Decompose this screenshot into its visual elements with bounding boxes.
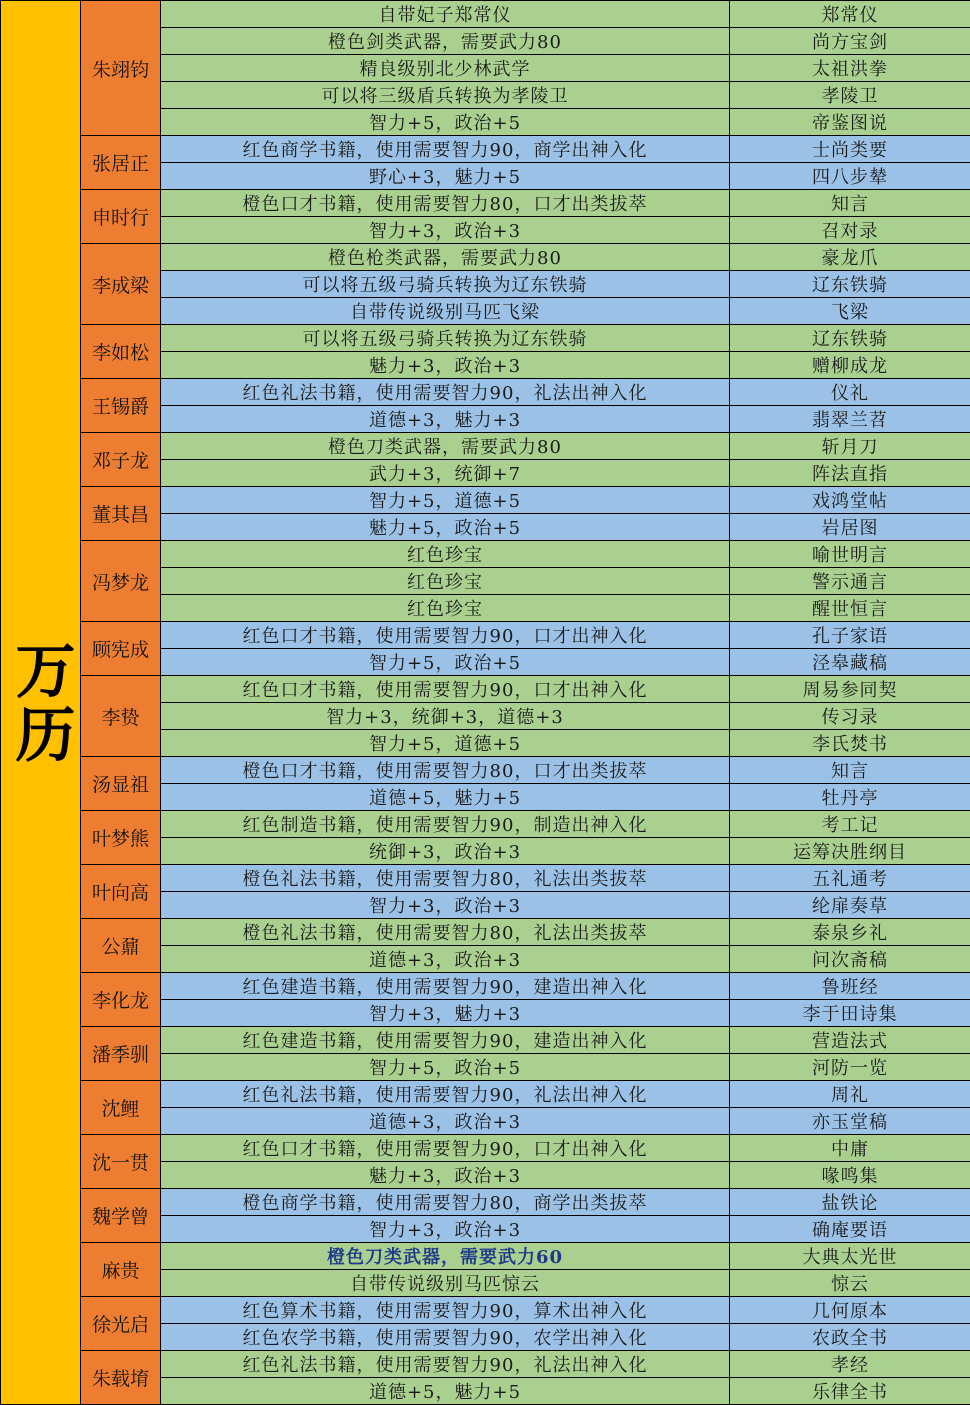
item-name-cell: 孔子家语 xyxy=(730,622,970,649)
item-name-cell: 太祖洪拳 xyxy=(730,55,970,82)
item-name-cell: 士尚类要 xyxy=(730,136,970,163)
effect-cell: 魅力+3，政治+3 xyxy=(161,1162,730,1189)
person-name: 李化龙 xyxy=(81,973,161,1027)
item-name-cell: 考工记 xyxy=(730,811,970,838)
item-name-cell: 泾皋藏稿 xyxy=(730,649,970,676)
item-name-cell: 乐律全书 xyxy=(730,1378,970,1405)
item-name-cell: 河防一览 xyxy=(730,1054,970,1081)
effect-cell: 橙色礼法书籍，使用需要智力80，礼法出类拔萃 xyxy=(161,865,730,892)
item-name-cell: 运筹决胜纲目 xyxy=(730,838,970,865)
person-name: 魏学曾 xyxy=(81,1189,161,1243)
item-name-cell: 戏鸿堂帖 xyxy=(730,487,970,514)
effect-cell: 道德+5，魅力+5 xyxy=(161,1378,730,1405)
effect-cell: 红色商学书籍，使用需要智力90，商学出神入化 xyxy=(161,136,730,163)
person-name: 公鼐 xyxy=(81,919,161,973)
effect-cell: 橙色剑类武器，需要武力80 xyxy=(161,28,730,55)
effect-cell: 精良级别北少林武学 xyxy=(161,55,730,82)
effect-cell: 橙色枪类武器，需要武力80 xyxy=(161,244,730,271)
effect-cell: 道德+3，政治+3 xyxy=(161,946,730,973)
person-name: 李贽 xyxy=(81,676,161,757)
item-name-cell: 孝经 xyxy=(730,1351,970,1378)
item-name-cell: 翡翠兰苕 xyxy=(730,406,970,433)
item-name-cell: 召对录 xyxy=(730,217,970,244)
item-name-cell: 豪龙爪 xyxy=(730,244,970,271)
effect-cell: 武力+3，统御+7 xyxy=(161,460,730,487)
person-name: 冯梦龙 xyxy=(81,541,161,622)
effect-cell: 智力+5，政治+5 xyxy=(161,1054,730,1081)
person-name: 顾宪成 xyxy=(81,622,161,676)
item-name-cell: 李氏焚书 xyxy=(730,730,970,757)
item-name-cell: 亦玉堂稿 xyxy=(730,1108,970,1135)
effect-cell: 智力+5，道德+5 xyxy=(161,487,730,514)
person-name: 李成梁 xyxy=(81,244,161,325)
item-name-cell: 飞梁 xyxy=(730,298,970,325)
item-name-cell: 营造法式 xyxy=(730,1027,970,1054)
item-name-cell: 辽东铁骑 xyxy=(730,271,970,298)
item-name-cell: 农政全书 xyxy=(730,1324,970,1351)
item-name-cell: 五礼通考 xyxy=(730,865,970,892)
effect-cell: 红色制造书籍，使用需要智力90，制造出神入化 xyxy=(161,811,730,838)
item-name-cell: 四八步辇 xyxy=(730,163,970,190)
effect-cell: 红色算术书籍，使用需要智力90，算术出神入化 xyxy=(161,1297,730,1324)
item-name-cell: 仪礼 xyxy=(730,379,970,406)
effect-cell: 智力+3，魅力+3 xyxy=(161,1000,730,1027)
person-name: 潘季驯 xyxy=(81,1027,161,1081)
item-name-cell: 警示通言 xyxy=(730,568,970,595)
effect-cell: 红色口才书籍，使用需要智力90，口才出神入化 xyxy=(161,622,730,649)
effect-cell: 红色口才书籍，使用需要智力90，口才出神入化 xyxy=(161,676,730,703)
item-name-cell: 孝陵卫 xyxy=(730,82,970,109)
person-name: 沈一贯 xyxy=(81,1135,161,1189)
item-name-cell: 李于田诗集 xyxy=(730,1000,970,1027)
item-name-cell: 几何原本 xyxy=(730,1297,970,1324)
item-name-cell: 牡丹亭 xyxy=(730,784,970,811)
effect-cell: 道德+5，魅力+5 xyxy=(161,784,730,811)
item-name-cell: 岩居图 xyxy=(730,514,970,541)
item-name-cell: 惊云 xyxy=(730,1270,970,1297)
effect-cell: 自带传说级别马匹惊云 xyxy=(161,1270,730,1297)
item-name-cell: 问次斋稿 xyxy=(730,946,970,973)
effect-cell: 野心+3，魅力+5 xyxy=(161,163,730,190)
item-name-cell: 知言 xyxy=(730,757,970,784)
item-name-cell: 周礼 xyxy=(730,1081,970,1108)
item-name-cell: 尚方宝剑 xyxy=(730,28,970,55)
item-name-cell: 斩月刀 xyxy=(730,433,970,460)
effect-cell: 红色礼法书籍，使用需要智力90，礼法出神入化 xyxy=(161,1351,730,1378)
effect-cell: 橙色刀类武器，需要武力60 xyxy=(161,1243,730,1270)
effect-cell: 橙色口才书籍，使用需要智力80，口才出类拔萃 xyxy=(161,757,730,784)
item-name-cell: 中庸 xyxy=(730,1135,970,1162)
person-name: 叶向高 xyxy=(81,865,161,919)
effect-cell: 智力+5，政治+5 xyxy=(161,649,730,676)
item-name-cell: 帝鉴图说 xyxy=(730,109,970,136)
effect-cell: 可以将三级盾兵转换为孝陵卫 xyxy=(161,82,730,109)
item-name-cell: 赠柳成龙 xyxy=(730,352,970,379)
person-name: 李如松 xyxy=(81,325,161,379)
effect-cell: 魅力+3，政治+3 xyxy=(161,352,730,379)
item-name-cell: 鲁班经 xyxy=(730,973,970,1000)
effect-cell: 道德+3，魅力+3 xyxy=(161,406,730,433)
item-name-cell: 喙鸣集 xyxy=(730,1162,970,1189)
item-name-cell: 知言 xyxy=(730,190,970,217)
era-label: 万历 xyxy=(1,1,81,1405)
person-name: 申时行 xyxy=(81,190,161,244)
person-name: 汤显祖 xyxy=(81,757,161,811)
effect-cell: 红色农学书籍，使用需要智力90，农学出神入化 xyxy=(161,1324,730,1351)
effect-cell: 红色珍宝 xyxy=(161,541,730,568)
effect-cell: 橙色刀类武器，需要武力80 xyxy=(161,433,730,460)
effect-cell: 智力+3，政治+3 xyxy=(161,892,730,919)
effect-cell: 智力+3，政治+3 xyxy=(161,217,730,244)
person-name: 董其昌 xyxy=(81,487,161,541)
item-name-cell: 纶扉奏草 xyxy=(730,892,970,919)
item-name-cell: 确庵要语 xyxy=(730,1216,970,1243)
person-name: 徐光启 xyxy=(81,1297,161,1351)
effect-cell: 道德+3，政治+3 xyxy=(161,1108,730,1135)
person-name: 朱载堉 xyxy=(81,1351,161,1405)
effect-cell: 红色礼法书籍，使用需要智力90，礼法出神入化 xyxy=(161,379,730,406)
effect-cell: 智力+5，道德+5 xyxy=(161,730,730,757)
effect-cell: 红色珍宝 xyxy=(161,595,730,622)
effect-cell: 橙色商学书籍，使用需要智力80，商学出类拔萃 xyxy=(161,1189,730,1216)
effect-cell: 可以将五级弓骑兵转换为辽东铁骑 xyxy=(161,325,730,352)
person-name: 叶梦熊 xyxy=(81,811,161,865)
effect-cell: 魅力+5，政治+5 xyxy=(161,514,730,541)
person-name: 张居正 xyxy=(81,136,161,190)
item-name-cell: 盐铁论 xyxy=(730,1189,970,1216)
effect-cell: 智力+5，政治+5 xyxy=(161,109,730,136)
effect-cell: 智力+3，政治+3 xyxy=(161,1216,730,1243)
person-name: 邓子龙 xyxy=(81,433,161,487)
person-name: 王锡爵 xyxy=(81,379,161,433)
effect-cell: 橙色口才书籍，使用需要智力80，口才出类拔萃 xyxy=(161,190,730,217)
effect-cell: 红色建造书籍，使用需要智力90，建造出神入化 xyxy=(161,1027,730,1054)
effect-cell: 可以将五级弓骑兵转换为辽东铁骑 xyxy=(161,271,730,298)
effect-cell: 红色礼法书籍，使用需要智力90，礼法出神入化 xyxy=(161,1081,730,1108)
effect-cell: 红色建造书籍，使用需要智力90，建造出神入化 xyxy=(161,973,730,1000)
item-name-cell: 阵法直指 xyxy=(730,460,970,487)
effect-cell: 红色珍宝 xyxy=(161,568,730,595)
item-name-cell: 传习录 xyxy=(730,703,970,730)
effect-cell: 自带妃子郑常仪 xyxy=(161,1,730,28)
person-name: 朱翊钧 xyxy=(81,1,161,136)
item-name-cell: 郑常仪 xyxy=(730,1,970,28)
person-name: 麻贵 xyxy=(81,1243,161,1297)
item-name-cell: 周易参同契 xyxy=(730,676,970,703)
item-name-cell: 喻世明言 xyxy=(730,541,970,568)
effect-cell: 统御+3，政治+3 xyxy=(161,838,730,865)
item-name-cell: 泰泉乡礼 xyxy=(730,919,970,946)
effect-cell: 智力+3，统御+3，道德+3 xyxy=(161,703,730,730)
effect-cell: 自带传说级别马匹飞梁 xyxy=(161,298,730,325)
person-name: 沈鲤 xyxy=(81,1081,161,1135)
item-name-cell: 大典太光世 xyxy=(730,1243,970,1270)
item-name-cell: 醒世恒言 xyxy=(730,595,970,622)
item-name-cell: 辽东铁骑 xyxy=(730,325,970,352)
effect-cell: 橙色礼法书籍，使用需要智力80，礼法出类拔萃 xyxy=(161,919,730,946)
effect-cell: 红色口才书籍，使用需要智力90，口才出神入化 xyxy=(161,1135,730,1162)
